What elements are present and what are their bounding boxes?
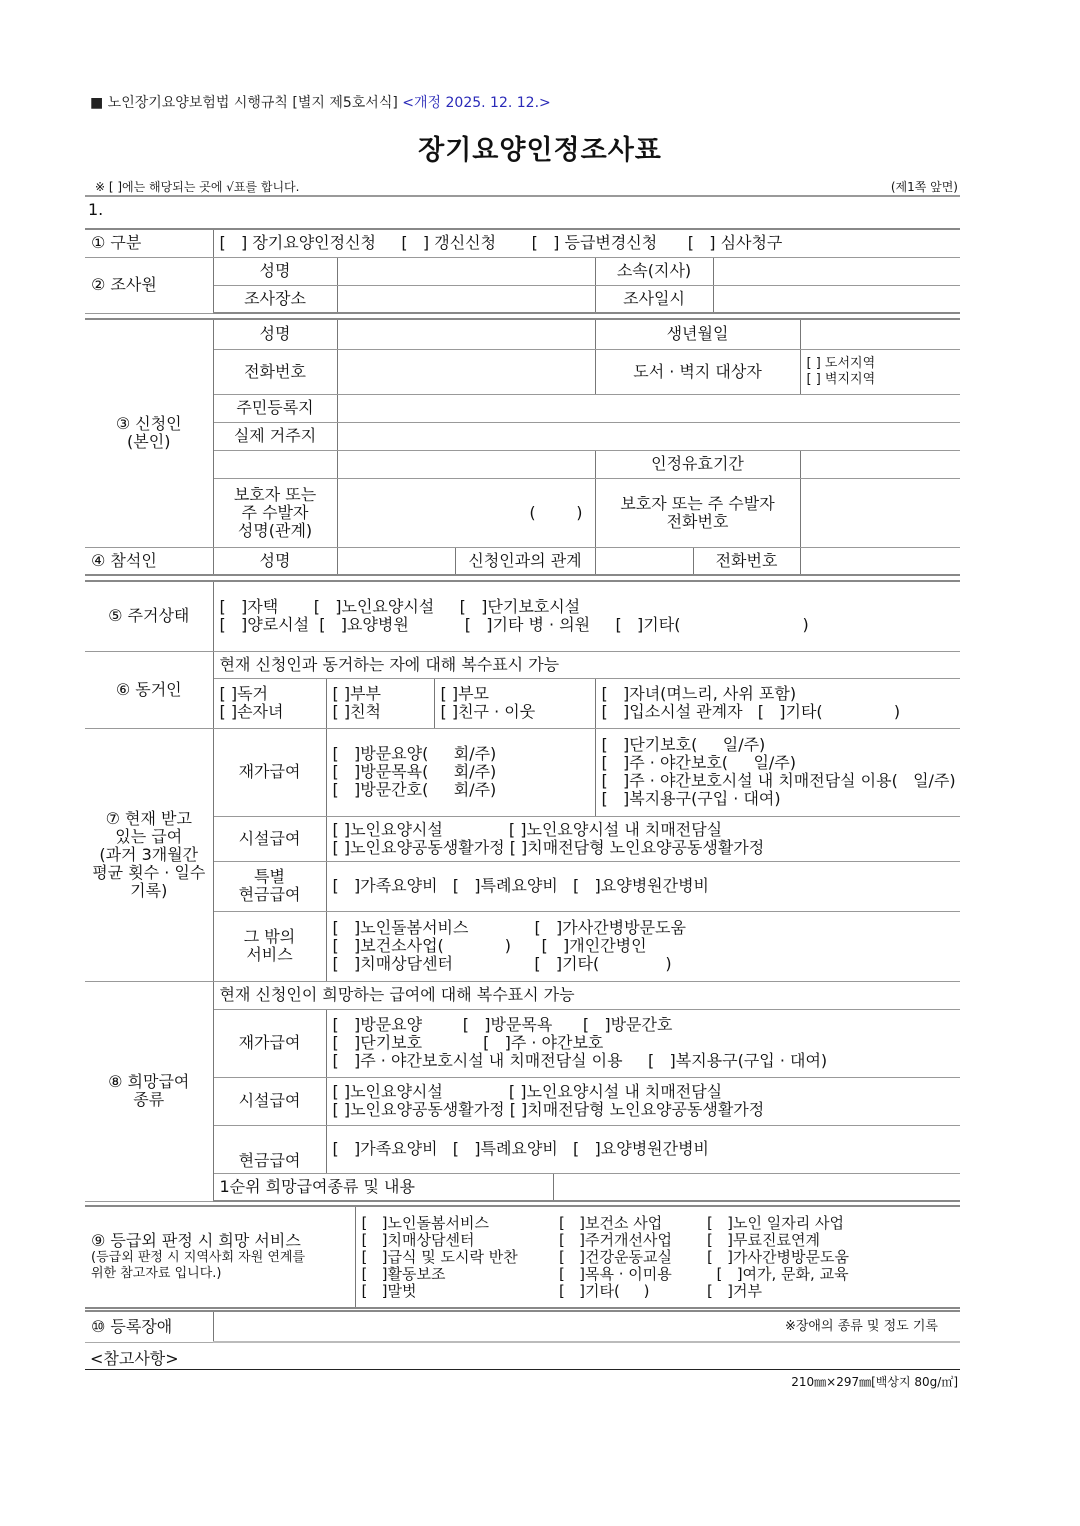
section-number: 1. (88, 200, 104, 219)
non-grade-label: ⑨ 등급외 판정 시 희망 서비스 (등급외 판정 시 지역사회 자원 연계를 위한 참고자료 입니다.) (85, 1206, 355, 1308)
label: 주민등록지 (213, 394, 337, 422)
page-title: 장기요양인정조사표 (418, 135, 662, 166)
attendee-phone-field[interactable] (800, 547, 960, 575)
guardian-field[interactable]: ( ) (337, 478, 595, 547)
resident-field[interactable] (337, 394, 960, 422)
reference-label: <참고사항> (90, 1349, 179, 1368)
label: 재가급여 (213, 1009, 326, 1077)
label: 성명 (213, 547, 337, 575)
desired-cash-options[interactable]: [ ]가족요양비 [ ]특례요양비 [ ]요양병원간병비 (326, 1125, 960, 1173)
law-reference: ■ 노인장기요양보험법 시행규칙 [별지 제5호서식] (90, 95, 398, 111)
label: 재가급여 (213, 728, 326, 816)
branch-field[interactable] (713, 257, 960, 285)
section-3-4 (85, 318, 960, 576)
label: 생년월일 (595, 319, 800, 349)
revision-date: <개정 2025. 12. 12.> (402, 95, 551, 111)
desired-benefit-label: ⑧ 희망급여 종류 (85, 981, 213, 1201)
surveyor-label: ② 조사원 (85, 257, 213, 313)
cash-options[interactable]: [ ]가족요양비 [ ]특례요양비 [ ]요양병원간병비 (326, 861, 960, 911)
section-10 (85, 1310, 960, 1343)
guardian-phone-label: 보호자 또는 주 수발자 전화번호 (595, 478, 800, 547)
current-benefit-label: ⑦ 현재 받고 있는 급여 (과거 3개월간 평균 횟수 · 일수 기록) (85, 728, 213, 981)
priority-label: 1순위 희망급여종류 및 내용 (213, 1173, 553, 1201)
desired-facility-options[interactable]: [ ]노인요양시설 [ ]노인요양시설 내 치매전담실 [ ]노인요양공동생활가정 [ ]치매전담형 노인요양공동생활가정 (326, 1077, 960, 1125)
cohabitant-options[interactable]: [ ]부모 [ ]친구 · 이웃 (434, 678, 595, 728)
label: 그 밖의 서비스 (213, 911, 326, 981)
desired-header: 현재 신청인이 희망하는 급여에 대해 복수표시 가능 (213, 981, 960, 1009)
divider (85, 195, 960, 197)
label: 시설급여 (213, 816, 326, 861)
attendee-name-field[interactable] (337, 547, 455, 575)
facility-options[interactable]: [ ]노인요양시설 [ ]노인요양시설 내 치매전담실 [ ]노인요양공동생활가정 [ ]치매전담형 노인요양공동생활가정 (326, 816, 960, 861)
name-field[interactable] (337, 319, 595, 349)
label: 조사장소 (213, 285, 337, 313)
cohabitant-options[interactable]: [ ]자녀(며느리, 사위 포함) [ ]입소시설 관계자 [ ]기타( ) (595, 678, 960, 728)
other-service-options[interactable]: [ ]노인돌봄서비스 [ ]가사간병방문도움 [ ]보건소사업( ) [ ]개인간병인 [ ]치매상담센터 [ ]기타( ) (326, 911, 960, 981)
attendee-label: ④ 참석인 (85, 547, 213, 575)
island-options[interactable]: [ ] 도서지역 [ ] 벽지지역 (800, 349, 960, 394)
surveyor-name-field[interactable] (337, 257, 595, 285)
cohabitant-label: ⑥ 동거인 (85, 651, 213, 728)
category-label: ① 구분 (85, 229, 213, 257)
non-grade-options[interactable]: [ ]보건소 사업 [ ]주거개선사업 [ ]건강운동교실 [ ]목욕 · 이미용 [ ]기타( ) (553, 1206, 701, 1308)
cohabitant-options[interactable]: [ ]부부 [ ]친척 (326, 678, 434, 728)
label: 시설급여 (213, 1077, 326, 1125)
address-field[interactable] (337, 422, 960, 450)
label: 소속(지사) (595, 257, 713, 285)
category-options[interactable]: [ ] 장기요양인정신청 [ ] 갱신신청 [ ] 등급변경신청 [ ] 심사청구 (213, 229, 960, 257)
residence-label: ⑤ 주거상태 (85, 581, 213, 651)
label: 특별 현금급여 (213, 861, 326, 911)
non-grade-options[interactable]: [ ]노인 일자리 사업 [ ]무료진료연계 [ ]가사간병방문도움 [ ]여가, 문화, 교육 [ ]거부 (701, 1206, 960, 1308)
label: 인정유효기간 (595, 450, 800, 478)
non-grade-options[interactable]: [ ]노인돌봄서비스 [ ]치매상담센터 [ ]급식 및 도시락 반찬 [ ]활동보조 [ ]말벗 (355, 1206, 553, 1308)
section-9 (85, 1205, 960, 1309)
disability-label: ⑩ 등록장애 (85, 1311, 213, 1342)
label: 현금급여 (213, 1125, 326, 1173)
label: 성명 (213, 257, 337, 285)
relation-field[interactable] (595, 547, 693, 575)
desired-home-options[interactable]: [ ]방문요양 [ ]방문목욕 [ ]방문간호 [ ]단기보호 [ ]주 · 야간보호 [ ]주 · 야간보호시설 내 치매전담실 이용 [ ]복지용구(구입 · 대여) (326, 1009, 960, 1077)
guardian-phone-field[interactable] (800, 478, 960, 547)
divider (85, 1369, 960, 1370)
label: 도서 · 벽지 대상자 (595, 349, 800, 394)
label: 신청인과의 관계 (455, 547, 595, 575)
place-field[interactable] (337, 285, 595, 313)
section-1-2 (85, 228, 960, 314)
phone-field[interactable] (337, 349, 595, 394)
cohabitant-header: 현재 신청인과 동거하는 자에 대해 복수표시 가능 (213, 651, 960, 678)
validity-field[interactable] (800, 450, 960, 478)
birth-field[interactable] (800, 319, 960, 349)
check-note: ※ [ ]에는 해당되는 곳에 √표를 합니다. (95, 180, 300, 194)
priority-field[interactable] (553, 1173, 960, 1201)
home-benefit-options[interactable]: [ ]방문요양( 회/주) [ ]방문목욕( 회/주) [ ]방문간호( 회/주) (326, 728, 595, 816)
datetime-field[interactable] (713, 285, 960, 313)
label: 전화번호 (213, 349, 337, 394)
label: 전화번호 (693, 547, 800, 575)
home-benefit-options[interactable]: [ ]단기보호( 일/주) [ ]주 · 야간보호( 일/주) [ ]주 · 야간보호시설 내 치매전담실 이용( 일/주) [ ]복지용구(구입 · 대여) (595, 728, 960, 816)
cohabitant-options[interactable]: [ ]독거 [ ]손자녀 (213, 678, 326, 728)
label: 조사일시 (595, 285, 713, 313)
residence-options[interactable]: [ ]자택 [ ]노인요양시설 [ ]단기보호시설 [ ]양로시설 [ ]요양병원 [ ]기타 병 · 의원 [ ]기타( ) (213, 581, 960, 651)
section-5-8 (85, 580, 960, 1202)
paper-size: 210㎜×297㎜[백상지 80g/㎡] (791, 1375, 958, 1389)
disability-field[interactable]: ※장애의 종류 및 정도 기록 (213, 1311, 960, 1342)
page-indicator: (제1쪽 앞면) (890, 180, 958, 194)
applicant-label: ③ 신청인 (본인) (85, 319, 213, 547)
label: 실제 거주지 (213, 422, 337, 450)
guardian-label: 보호자 또는 주 수발자 성명(관계) (213, 478, 337, 547)
form-header (90, 92, 551, 112)
label: 성명 (213, 319, 337, 349)
